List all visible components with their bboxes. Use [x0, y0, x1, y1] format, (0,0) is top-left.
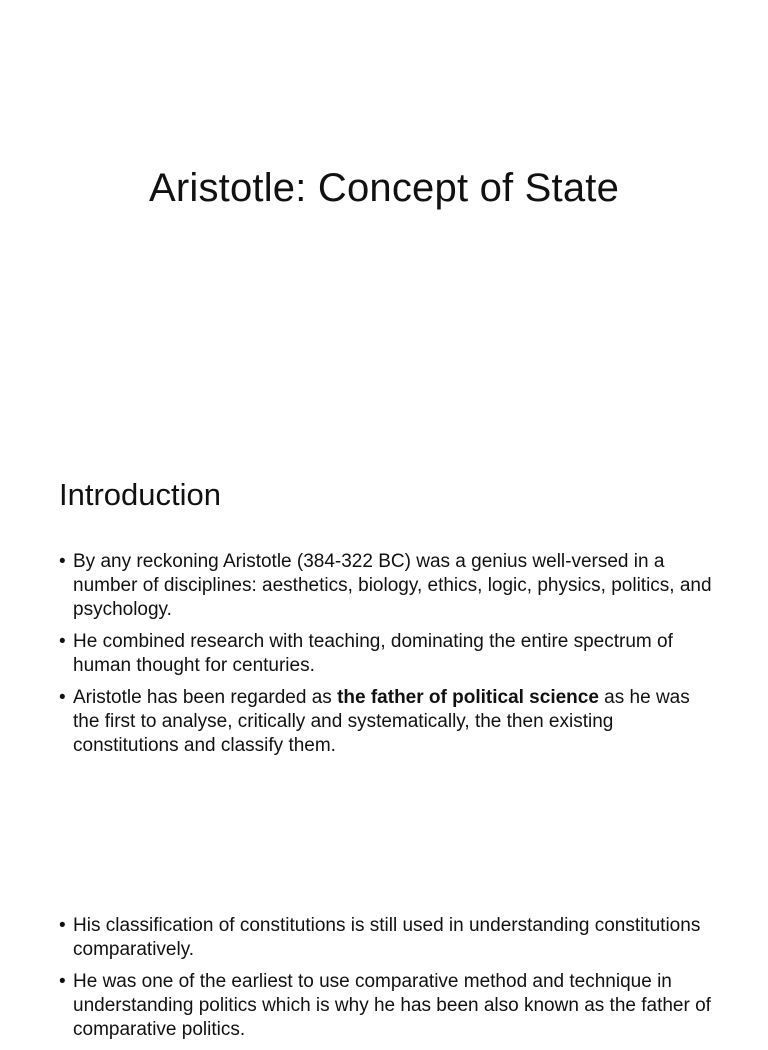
bullet-text: He combined research with teaching, dominating the entire spectrum of human thought for centuries.	[73, 631, 673, 676]
bullet-item	[59, 550, 719, 622]
bullet-item	[59, 686, 719, 758]
bullet-item	[59, 914, 719, 962]
bullet-list	[59, 550, 719, 766]
bullet-item	[59, 630, 719, 678]
slide-introduction	[0, 432, 768, 864]
bullet-icon: •	[59, 631, 66, 652]
bullet-text: His classification of constitutions is still used in understanding constitutions comparatively.	[73, 915, 701, 960]
bullet-icon: •	[59, 687, 66, 708]
bullet-text-before: Aristotle has been regarded as	[73, 687, 338, 708]
section-heading: Introduction	[59, 477, 221, 512]
bullet-item	[59, 970, 719, 1042]
slide-continuation	[0, 864, 768, 1040]
slide-title-text: Aristotle: Concept of State	[148, 166, 620, 210]
bullet-icon: •	[59, 915, 66, 936]
bullet-text-emphasis: the father of political science	[337, 687, 599, 708]
bullet-icon: •	[59, 551, 66, 572]
slide-title	[0, 0, 768, 432]
bullet-icon: •	[59, 971, 66, 992]
bullet-list	[59, 914, 719, 1050]
bullet-text-after: as he was the first to analyse, critically and systematically, the then existing constitutions and classify them.	[73, 687, 690, 756]
bullet-text: By any reckoning Aristotle (384-322 BC) was a genius well-versed in a number of disciplines: aesthetics, biology, ethics, logic, physics, politics, and psychology.	[73, 551, 712, 620]
bullet-text: He was one of the earliest to use comparative method and technique in understanding politics which is why he has been also known as the father of comparative politics.	[73, 971, 711, 1040]
